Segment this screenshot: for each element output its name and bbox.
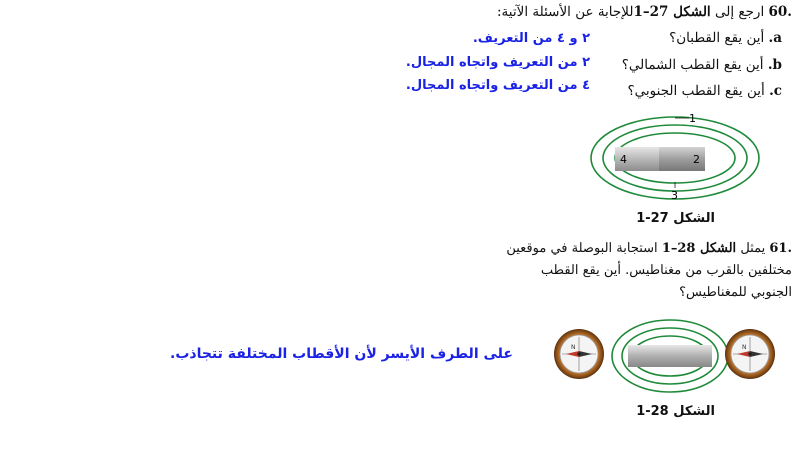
q60-item-a-letter: a. bbox=[768, 30, 782, 46]
figure-28-1-caption: الشكل 28-1 bbox=[636, 404, 715, 419]
q60-answer-c: ٤ من التعريف واتجاه المجال. bbox=[405, 78, 590, 93]
q61-prompt bbox=[492, 238, 792, 304]
q60-number: .60 bbox=[768, 4, 792, 20]
q61-line1-post: استجابة البوصلة في موقعين bbox=[506, 241, 658, 256]
q60-item-a bbox=[669, 30, 782, 46]
q60-item-b-letter: b. bbox=[767, 57, 782, 73]
q60-item-c bbox=[628, 83, 783, 99]
compass-right bbox=[725, 329, 775, 379]
q60-prompt-pre: ارجع إلى bbox=[714, 4, 765, 20]
q60-item-a-text: أين يقع القطبان؟ bbox=[669, 30, 765, 46]
q60-item-c-text: أين يقع القطب الجنوبي؟ bbox=[627, 83, 765, 99]
q61-line-2: مختلفين بالقرب من مغناطيس. أين يقع القطب bbox=[540, 263, 792, 278]
label-1: 1 bbox=[689, 112, 696, 125]
magnet-28 bbox=[628, 345, 712, 367]
q60-item-b bbox=[622, 57, 782, 73]
q61-line1-pre: يمثل bbox=[740, 241, 766, 256]
label-2: 2 bbox=[693, 153, 700, 166]
q60-item-c-letter: c. bbox=[769, 83, 782, 99]
q60-answer-b: ٢ من التعريف واتجاه المجال. bbox=[405, 55, 590, 70]
q61-number: .61 bbox=[769, 241, 792, 256]
label-3: 3 bbox=[671, 189, 678, 202]
figure-28-1-diagram bbox=[552, 318, 782, 400]
q61-figure-ref: الشكل 28–1 bbox=[661, 241, 737, 256]
q60-item-b-text: أين يقع القطب الشمالي؟ bbox=[621, 57, 764, 73]
compass-right-n: N bbox=[742, 344, 747, 351]
compass-left-n: N bbox=[571, 344, 576, 351]
q60-prompt-post: للإجابة عن الأسئلة الآتية: bbox=[497, 4, 634, 20]
compass-left bbox=[554, 329, 604, 379]
q60-prompt bbox=[497, 4, 792, 20]
q60-figure-ref: الشكل 27–1 bbox=[633, 4, 711, 20]
q61-line-3: الجنوبي للمغناطيس؟ bbox=[679, 285, 792, 300]
q60-answer-a: ٢ و ٤ من التعريف. bbox=[472, 31, 590, 46]
figure-27-1-caption: الشكل 27-1 bbox=[636, 211, 715, 226]
label-4: 4 bbox=[620, 153, 627, 166]
q61-line-1 bbox=[492, 238, 792, 260]
figure-27-1-diagram bbox=[585, 110, 765, 202]
q61-answer: على الطرف الأيسر لأن الأقطاب المختلفة تتجاذب. bbox=[170, 346, 513, 362]
